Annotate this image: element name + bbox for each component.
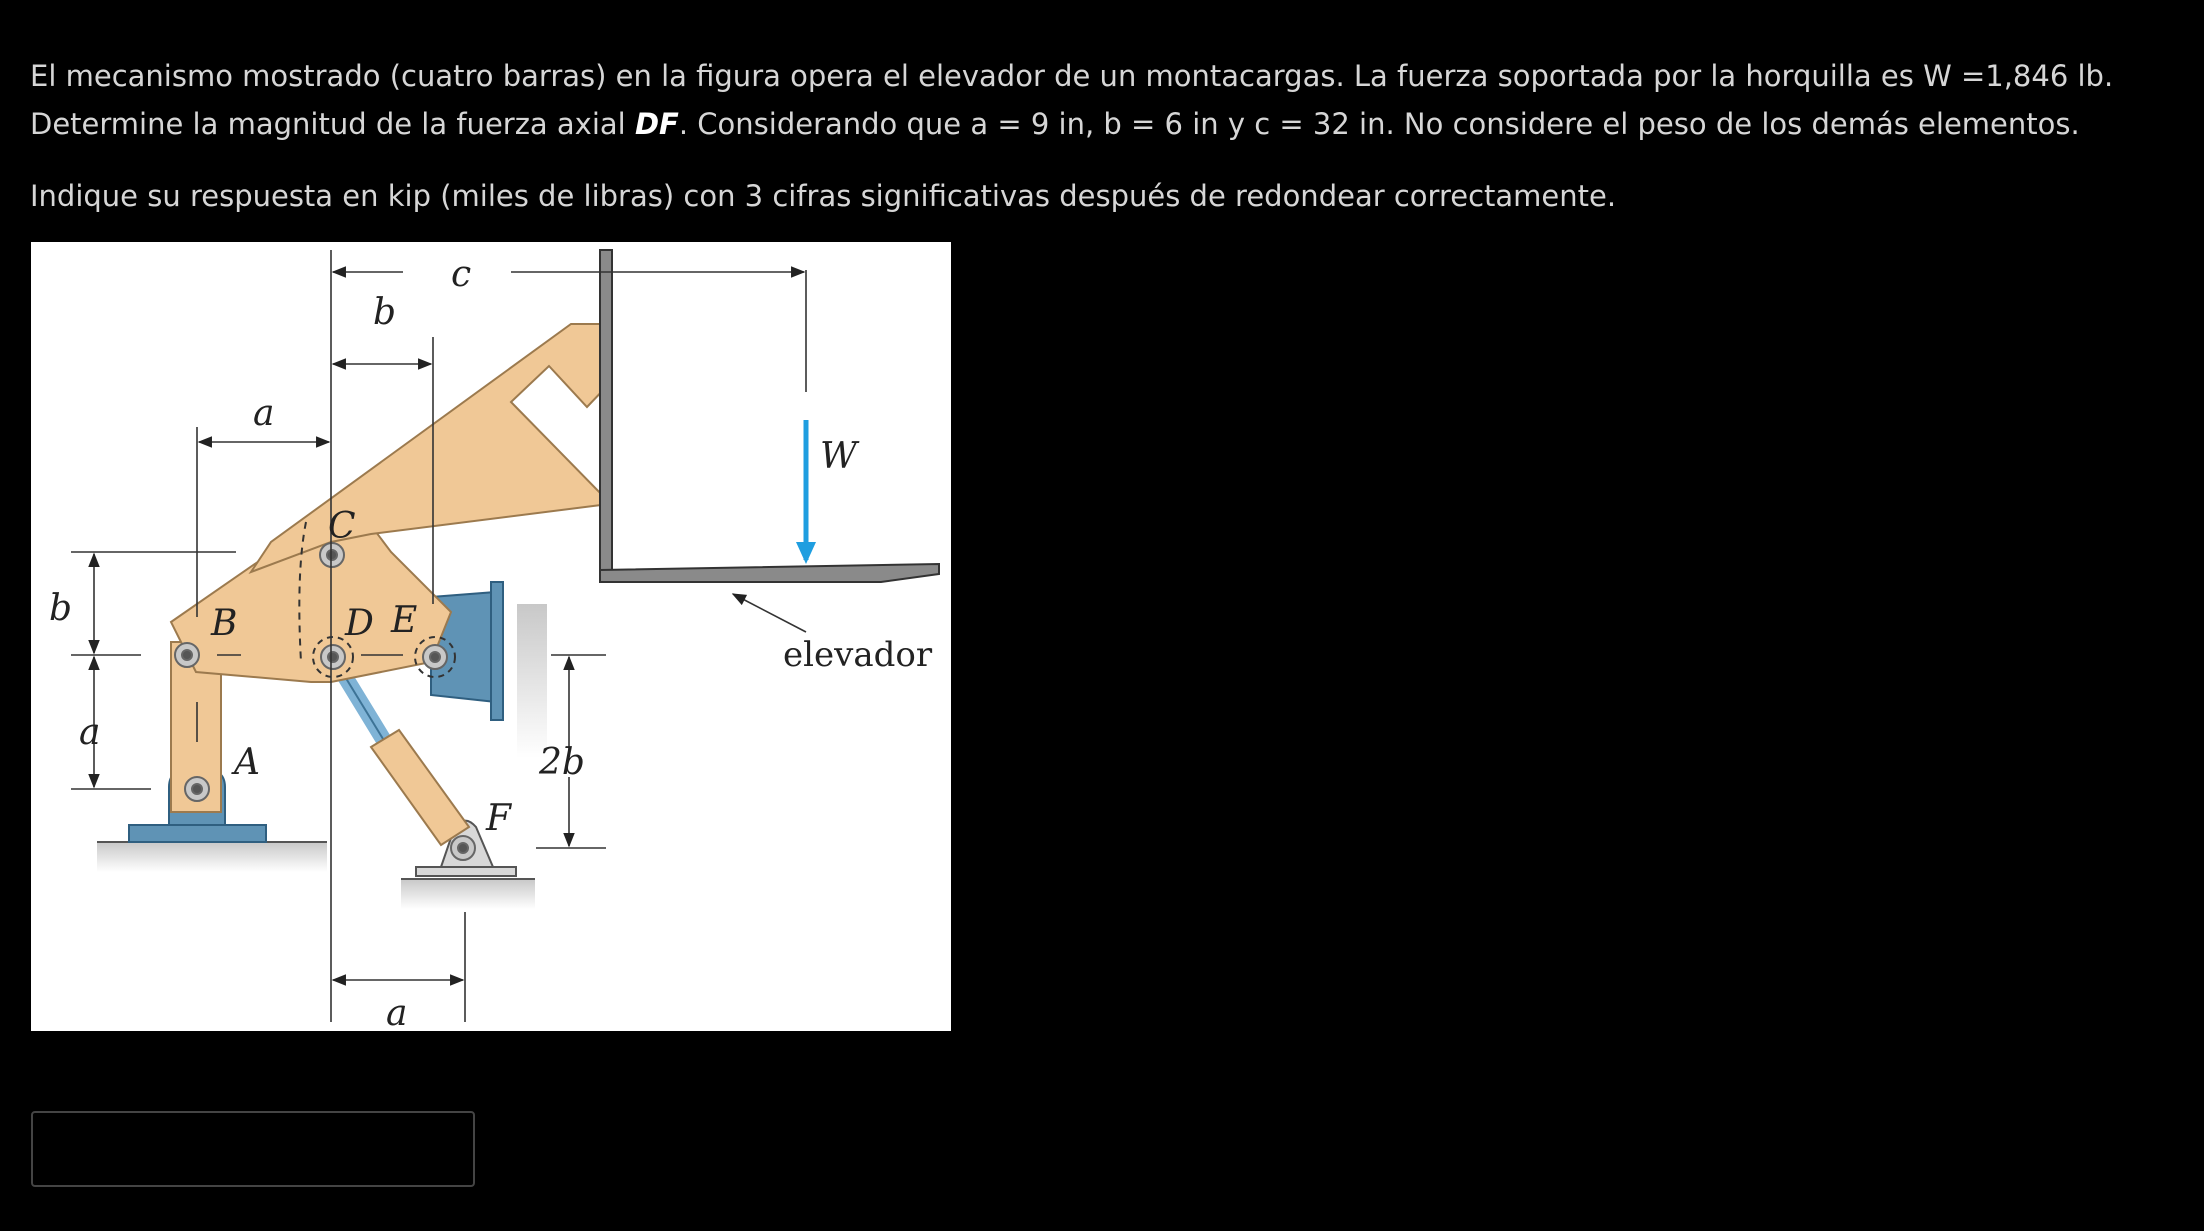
axial-force-label: DF bbox=[634, 107, 679, 141]
label-a-left: a bbox=[79, 712, 101, 753]
label-E: E bbox=[391, 600, 418, 641]
label-a-top: a bbox=[253, 393, 275, 434]
question-p1-end: . Considerando que a = 9 in, b = 6 in y c = 32 in. No considere el peso de los demás elementos. bbox=[678, 107, 2080, 141]
label-F: F bbox=[486, 798, 511, 839]
main-arm bbox=[251, 324, 609, 572]
mechanism-figure bbox=[31, 242, 951, 1031]
fork-tine bbox=[600, 564, 939, 582]
question-paragraph-1 bbox=[30, 52, 2180, 148]
answer-input[interactable] bbox=[31, 1111, 475, 1187]
label-2b: 2b bbox=[539, 742, 585, 783]
label-c: c bbox=[451, 254, 472, 295]
question-p1-start: El mecanismo mostrado (cuatro barras) en la figura opera el elevador de un montacargas. La fuerza soportada por la horquilla es W =1,846 lb. Determine la magnitud de la fuerza axial bbox=[30, 59, 2114, 141]
label-b-top: b bbox=[373, 292, 397, 333]
mechanism-diagram bbox=[31, 242, 951, 1031]
label-w: W bbox=[820, 436, 858, 477]
label-C: C bbox=[328, 506, 356, 547]
label-D: D bbox=[345, 603, 374, 644]
base-plate-f bbox=[416, 867, 516, 876]
question-text bbox=[30, 52, 2180, 244]
fork-mast bbox=[600, 250, 612, 582]
label-A: A bbox=[234, 742, 260, 783]
label-b-left: b bbox=[49, 588, 73, 629]
label-B: B bbox=[211, 603, 238, 644]
ground-right bbox=[401, 879, 535, 909]
label-elevador: elevador bbox=[783, 635, 933, 675]
label-a-bottom: a bbox=[386, 993, 408, 1031]
wall bbox=[517, 604, 547, 758]
question-paragraph-2: Indique su respuesta en kip (miles de libras) con 3 cifras significativas después de redondear correctamente. bbox=[30, 179, 1617, 213]
cylinder-df bbox=[371, 730, 469, 845]
ground-left bbox=[97, 842, 327, 872]
base-plate-a bbox=[129, 825, 266, 842]
